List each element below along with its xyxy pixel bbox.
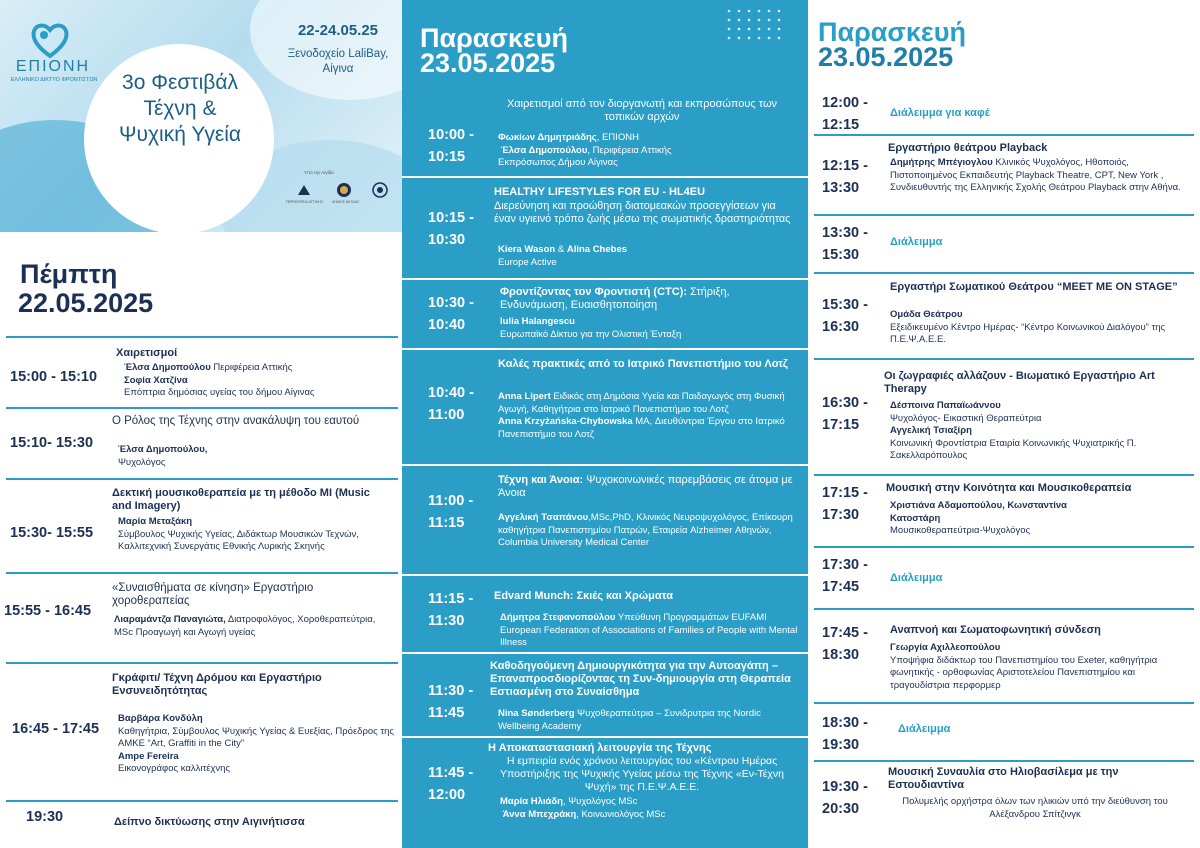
divider [6,407,398,409]
session-title: Χαιρετισμοί [116,347,178,359]
session-speakers: Nina Sønderberg Ψυχοθεραπεύτρια – Συνιδρυτρια της Nordic Wellbeing Academy [498,708,761,732]
thursday-title: Πέμπτη 22.05.2025 [18,259,154,318]
session-title: Δεκτική μουσικοθεραπεία με τη μέθοδο MI (Music and Imagery) [112,487,370,512]
divider [814,272,1194,274]
session-time: 15:30- 15:55 [10,525,94,541]
attica-region-logo-icon [296,182,312,198]
decorative-dots-icon [726,8,782,42]
festival-header [0,0,402,232]
session-title: Αναπνοή και Σωματοφωνητική σύνδεση [890,624,1101,636]
session-title: Τέχνη και Άνοια: Ψυχοκοινωνικές παρεμβάσεις σε άτομα με Άνοια [498,474,793,499]
session-speakers: Φωκίων Δημητριάδης, ΕΠΙΟΝΗ Έλσα Δημοπούλου, Περιφέρεια Αττικής Εκπρόσωπος Δήμου Αίγινας [498,132,672,168]
session-speakers: Δέσποινα Παπαϊωάννου Ψυχολόγος- Εικαστική Θεραπεύτρια Αγγελική Τσιαξίρη Κοινωνική Φροντίστρια Εταιρία Κοινωνικής Ψυχιατρικής Π. Σακελλαρόπουλος [890,400,1137,461]
session-speakers: Kiera Wason & Alina Chebes Europe Active [498,244,628,268]
session-title: «Συναισθήματα σε κίνηση» Εργαστήριο χοροθεραπείας [112,582,314,607]
session-speakers: Δήμητρα Στεφανοπούλου Υπεύθυνη Προγραμμάτων EUFAMI European Federation of Associations of Families of People with Mental Illness [500,612,798,648]
session-time: 16:30 - 17:15 [822,395,868,433]
session-title: Διάλειμμα για καφέ [890,107,990,119]
session-title: Μουσική Συναυλία στο Ηλιοβασίλεμα με την Εστουδιαντίνα [888,766,1119,791]
session-title: Δείπνο δικτύωσης στην Αιγινήτισσα [114,816,305,828]
session-title: Η Αποκαταστασιακή λειτουργία της Τέχνης [488,742,712,754]
session-time: 17:15 - 17:30 [822,485,868,523]
session-time: 10:40 - 11:00 [428,385,474,423]
session-title: Γκράφιτι/ Τέχνη Δρόμου και Εργαστήριο Ενσυνειδητότητας [112,672,322,697]
sponsor-2-label: ΔΗΜΟΣ ΑΙΓΙΝΑΣ [332,200,360,204]
session-title: Μουσική στην Κοινότητα και Μουσικοθεραπεία [886,482,1132,494]
session-title: Διάλειμμα [890,572,943,584]
session-speakers: Αγγελική Τσαπάνου,MSc,PhD, Κλινικός Νευροψυχολόγος, Επίκουρη καθηγήτρια Πανεπιστημίου Πατρών, Εταιρεία Alzheimer Αθηνών, Columbia University Medical Center [498,512,793,548]
session-time: 11:00 - 11:15 [428,493,474,531]
session-speakers: Έλσα Δημοπούλου, Ψυχολόγος [118,444,208,468]
session-title: Edvard Munch: Σκιές και Χρώματα [494,590,673,602]
session-time: 17:30 - 17:45 [822,557,868,595]
session-title: Ο Ρόλος της Τέχνης στην ανακάλυψη του εαυτού [112,415,360,427]
divider [6,800,398,802]
session-time: 15:55 - 16:45 [4,603,92,619]
session-title: Χαιρετισμοί από τον διοργανωτή και εκπροσώπους των τοπικών αρχών [506,98,778,123]
divider [814,474,1194,476]
heart-logo-icon [30,22,70,58]
aegina-municipality-seal-icon [336,182,352,198]
divider [814,760,1194,762]
session-speakers: Ομάδα Θεάτρου Εξειδικευμένο Κέντρο Ημέρας- “Κέντρο Κοινωνικού Διαλόγου” της Π.Ε.Ψ.Α.Ε.Ε. [890,309,1166,345]
session-speakers: Βαρβάρα Κονδύλη Καθηγήτρια, Σύμβουλος Ψυχικής Υγείας & Ευεξίας, Πρόεδρος της ΑΜΚΕ “Art, Graffiti in the City” Ampe Fereira Εικονογράφος καλλιτέχνης [118,713,394,774]
session-time: 19:30 [26,809,64,825]
logo-subtitle: ΕΛΛΗΝΙΚΟ ΔΙΚΤΥΟ ΦΡΟΝΤΙΣΤΩΝ [10,77,98,83]
session-time: 16:45 - 17:45 [12,721,100,737]
session-speakers: Anna Lipert Ειδικός στη Δημόσια Υγεία και Παιδαγωγός στη Φυσική Αγωγή, Καθηγήτρια στο Ιατρικό Πανεπιστήμιο του Λοτζ Anna Krzyżańska-Chybowska MA, Διευθύντρια Έργου στο Ιατρικό Πανεπιστήμιο του Λοτζ [498,391,785,440]
session-title: Φροντίζοντας τον Φροντιστή (CTC): Στήριξη, Ενδυνάμωση, Ευαισθητοποίηση [500,286,730,311]
session-time: 19:30 - 20:30 [822,779,868,817]
session-speakers: Iulia Halangescu Ευρωπαϊκό Δίκτυο για την Ολιστική Ένταξη [500,316,682,340]
divider [6,336,398,338]
divider [814,214,1194,216]
third-sponsor-seal-icon [372,182,388,198]
friday-title-a: Παρασκευή 23.05.2025 [420,23,568,78]
session-title: Καλές πρακτικές από το Ιατρικό Πανεπιστήμιο του Λοτζ [498,358,788,370]
session-speakers: Έλσα Δημοπούλου Περιφέρεια Αττικής Σοφία Χατζίνα Επόπτρια δημόσιας υγείας του δήμου Αίγινας [124,362,315,398]
session-time: 11:45 - 12:00 [428,765,474,803]
divider [814,608,1194,610]
divider [402,278,808,280]
event-title: 3ο Φεστιβάλ Τέχνη & Ψυχική Υγεία [118,71,242,146]
session-time: 10:15 - 10:30 [428,210,474,248]
session-description: Η εμπειρία ενός χρόνου λειτουργίας του «Κέντρου Ημέρας Υποστήριξης της Ψυχικής Υγείας μέσω της Τέχνης «Εν-Τέχνη Ψυχή» της Π.Ε.Ψ.Α.Ε.Ε. [500,755,784,793]
session-title: Οι ζωγραφιές αλλάζουν - Βιωματικό Εργαστήριο Art Therapy [884,370,1155,395]
divider [402,652,808,654]
session-speakers: Λιαραμάντζα Παναγιώτα, Διατροφολόγος, Χοροθεραπεύτρια, MSc Προαγωγή και Αγωγή υγείας [114,614,376,638]
event-venue: Ξενοδοχείο LaliBay, Αίγινα [287,48,389,75]
divider [814,134,1194,136]
divider [6,572,398,574]
friday-afternoon-column [808,0,1200,848]
divider [402,736,808,738]
divider [814,702,1194,704]
session-time: 15:30 - 16:30 [822,297,868,335]
logo-name: ΕΠΙΟΝΗ [15,58,91,75]
session-speakers: Δημήτρης Μπέγιογλου Κλινικός Ψυχολόγος, Ηθοποιός, Πιστοποιημένος Εκπαιδευτής Playback Theatre, CPT, New York , Συνδιευθυντής της Ελληνικής Σχολής Θεάτρου Playback στην Αθήνα. [890,157,1181,193]
divider [402,176,808,178]
session-time: 12:15 - 13:30 [822,158,868,196]
session-speakers: Γεωργία Αχιλλεοπούλου Υποψήφια διδάκτωρ του Πανεπιστημίου του Exeter, καθηγήτρια φωνητικής - ορθοφωνίας Αριστοτελείου Πανεπιστημίου και τραγουδίστρια περφορμερ [890,642,1158,691]
divider [6,478,398,480]
session-title: HEALTHY LIFESTYLES FOR EU - HL4EU [494,186,706,198]
sponsor-caption: Υπό την Αιγίδα [304,170,334,175]
session-time: 11:30 - 11:45 [428,683,474,721]
session-title: Εργαστήριο θεάτρου Playback [888,142,1048,154]
session-time: 11:15 - 11:30 [428,591,474,629]
session-time: 13:30 - 15:30 [822,225,868,263]
session-title: Διάλειμμα [890,236,943,248]
friday-title-b: Παρασκευή 23.05.2025 [818,17,966,72]
friday-morning-column [402,0,808,848]
sponsor-1-label: ΠΕΡΙΦΕΡΕΙΑ ΑΤΤΙΚΗΣ [286,200,324,204]
session-time: 18:30 - 19:30 [822,715,868,753]
session-title: Εργαστήρι Σωματικού Θεάτρου “MEET ME ON STAGE” [890,281,1178,293]
thursday-column [0,0,402,848]
divider [814,546,1194,548]
divider [402,464,808,466]
session-time: 10:30 - 10:40 [428,295,474,333]
divider [402,348,808,350]
session-time: 12:00 - 12:15 [822,95,868,133]
event-dates: 22-24.05.25 [297,22,379,39]
divider [402,574,808,576]
session-speakers: Χριστιάνα Αδαμοπούλου, Κωνσταντίνα Κατοστάρη Μουσικοθεραπεύτρια-Ψυχολόγος [890,500,1067,536]
session-speakers: Μαρία Μεταξάκη Σύμβουλος Ψυχικής Υγείας, Διδάκτωρ Μουσικών Τεχνών, Καλλιτεχνική Συνεργάτις Εθνικής Λυρικής Σκηνής [118,516,359,552]
session-description: Διερεύνηση και προώθηση διατομεακών προσεγγίσεων για έναν υγιεινό τρόπο ζωής μέσω της σωματικής δραστηριότητας [494,200,791,225]
divider [814,358,1194,360]
session-time: 10:00 - 10:15 [428,127,474,165]
session-speakers: Μαρία Ηλιάδη, Ψυχολόγος MSc Άννα Μπεχράκη, Κοινωνιολόγος MSc [500,796,666,820]
session-description: Πολυμελής ορχήστρα όλων των ηλικιών υπό την διεύθυνση του Αλέξανδρου Σπίτζινγκ [902,796,1168,820]
session-time: 15:00 - 15:10 [10,369,98,385]
divider [6,662,398,664]
session-title: Διάλειμμα [898,723,951,735]
session-title: Καθοδηγούμενη Δημιουργικότητα για την Αυτοαγάπη – Επαναπροσδιορίζοντας τη Συν-δημιουργία στη Θεραπεία Εστιασμένη στο Συναίσθημα [490,660,791,698]
session-time: 17:45 - 18:30 [822,625,868,663]
session-time: 15:10- 15:30 [10,435,94,451]
